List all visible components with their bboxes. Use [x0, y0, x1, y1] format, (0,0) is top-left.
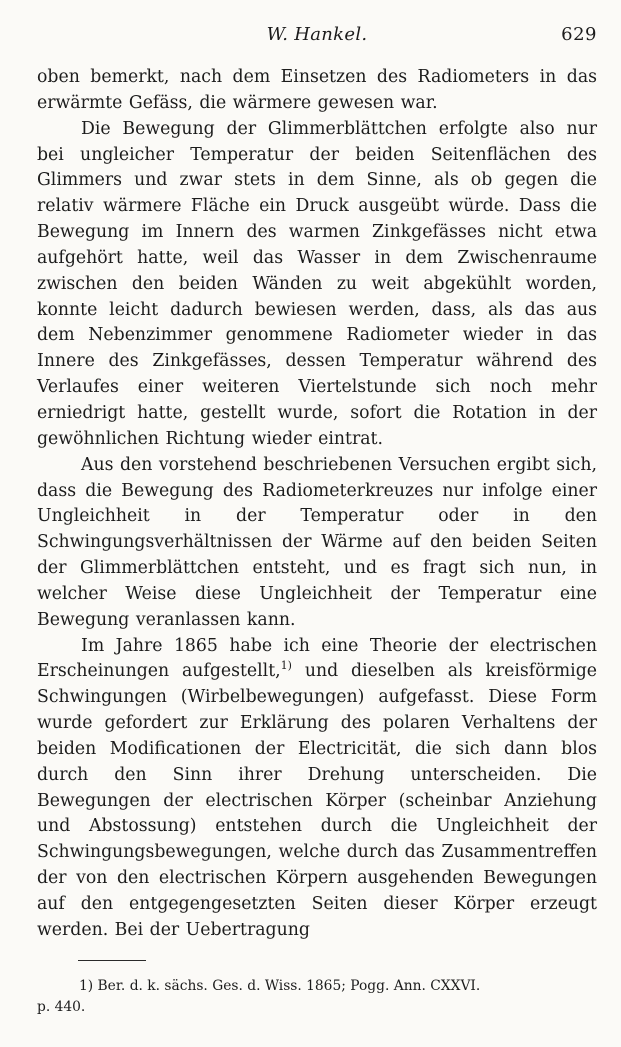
running-header [37, 24, 597, 48]
main-text [37, 65, 597, 944]
paragraph-text-part-2: und dieselben als kreisförmige Schwingungen (Wirbelbewegungen) aufgefasst. Diese Form wurde gefordert zur Erklärung des polaren Verhaltens der beiden Modificationen der Electricität, die sich dann blos durch den Sinn ihrer Drehung unterscheiden. Die Bewegungen der electrischen Körper (scheinbar Anziehung und Abstossung) entstehen durch die Ungleichheit der Schwingungsbewegungen, welche durch das Zusammentreffen der von den electrischen Körpern ausgehenden Bewegungen auf den entgegengesetzten Seiten dieser Körper erzeugt werden. Bei der Uebertragung [37, 661, 597, 940]
paragraph-electrical-theory [37, 634, 597, 944]
paragraph-glimmer-movement: Die Bewegung der Glimmerblättchen erfolgte also nur bei ungleicher Temperatur der beiden Seitenflächen des Glimmers und zwar stets in dem Sinne, als ob gegen die relativ wärmere Fläche ein Druck ausgeübt würde. Dass die Bewegung im Innern des warmen Zinkgefässes nicht etwa aufgehört hatte, weil das Wasser in dem Zwischenraume zwischen den beiden Wänden zu weit abgekühlt worden, konnte leicht dadurch bewiesen werden, dass, als das aus dem Nebenzimmer genommene Radiometer wieder in das Innere des Zinkgefässes, dessen Temperatur während des Verlaufes einer weiteren Viertelstunde sich noch mehr erniedrigt hatte, gestellt wurde, sofort die Rotation in der gewöhnlichen Richtung wieder eintrat. [37, 118, 597, 449]
paragraph-continuation: oben bemerkt, nach dem Einsetzen des Radiometers in das erwärmte Gefäss, die wärmere gewesen war. [37, 67, 597, 113]
page-number: 629 [561, 24, 597, 45]
footnote [37, 976, 597, 1018]
running-head-author: W. Hankel. [266, 24, 368, 45]
footnote-line-1: 1) Ber. d. k. sächs. Ges. d. Wiss. 1865; Pogg. Ann. CXXVI. [79, 978, 481, 994]
footnote-reference: 1) [280, 659, 292, 673]
paragraph-experiment-conclusion: Aus den vorstehend beschriebenen Versuchen ergibt sich, dass die Bewegung des Radiometerkreuzes nur infolge einer Ungleichheit in der Temperatur oder in den Schwingungsverhältnissen der Wärme auf den beiden Seiten der Glimmerblättchen entsteht, und es fragt sich nun, in welcher Weise diese Ungleichheit der Temperatur eine Bewegung veranlassen kann. [37, 454, 597, 630]
paragraph-text-part-1: Im Jahre 1865 habe ich eine Theorie der electrischen Erscheinungen aufgestellt, [37, 635, 597, 682]
footnote-line-2: p. 440. [37, 999, 86, 1015]
footnote-separator [78, 960, 146, 961]
